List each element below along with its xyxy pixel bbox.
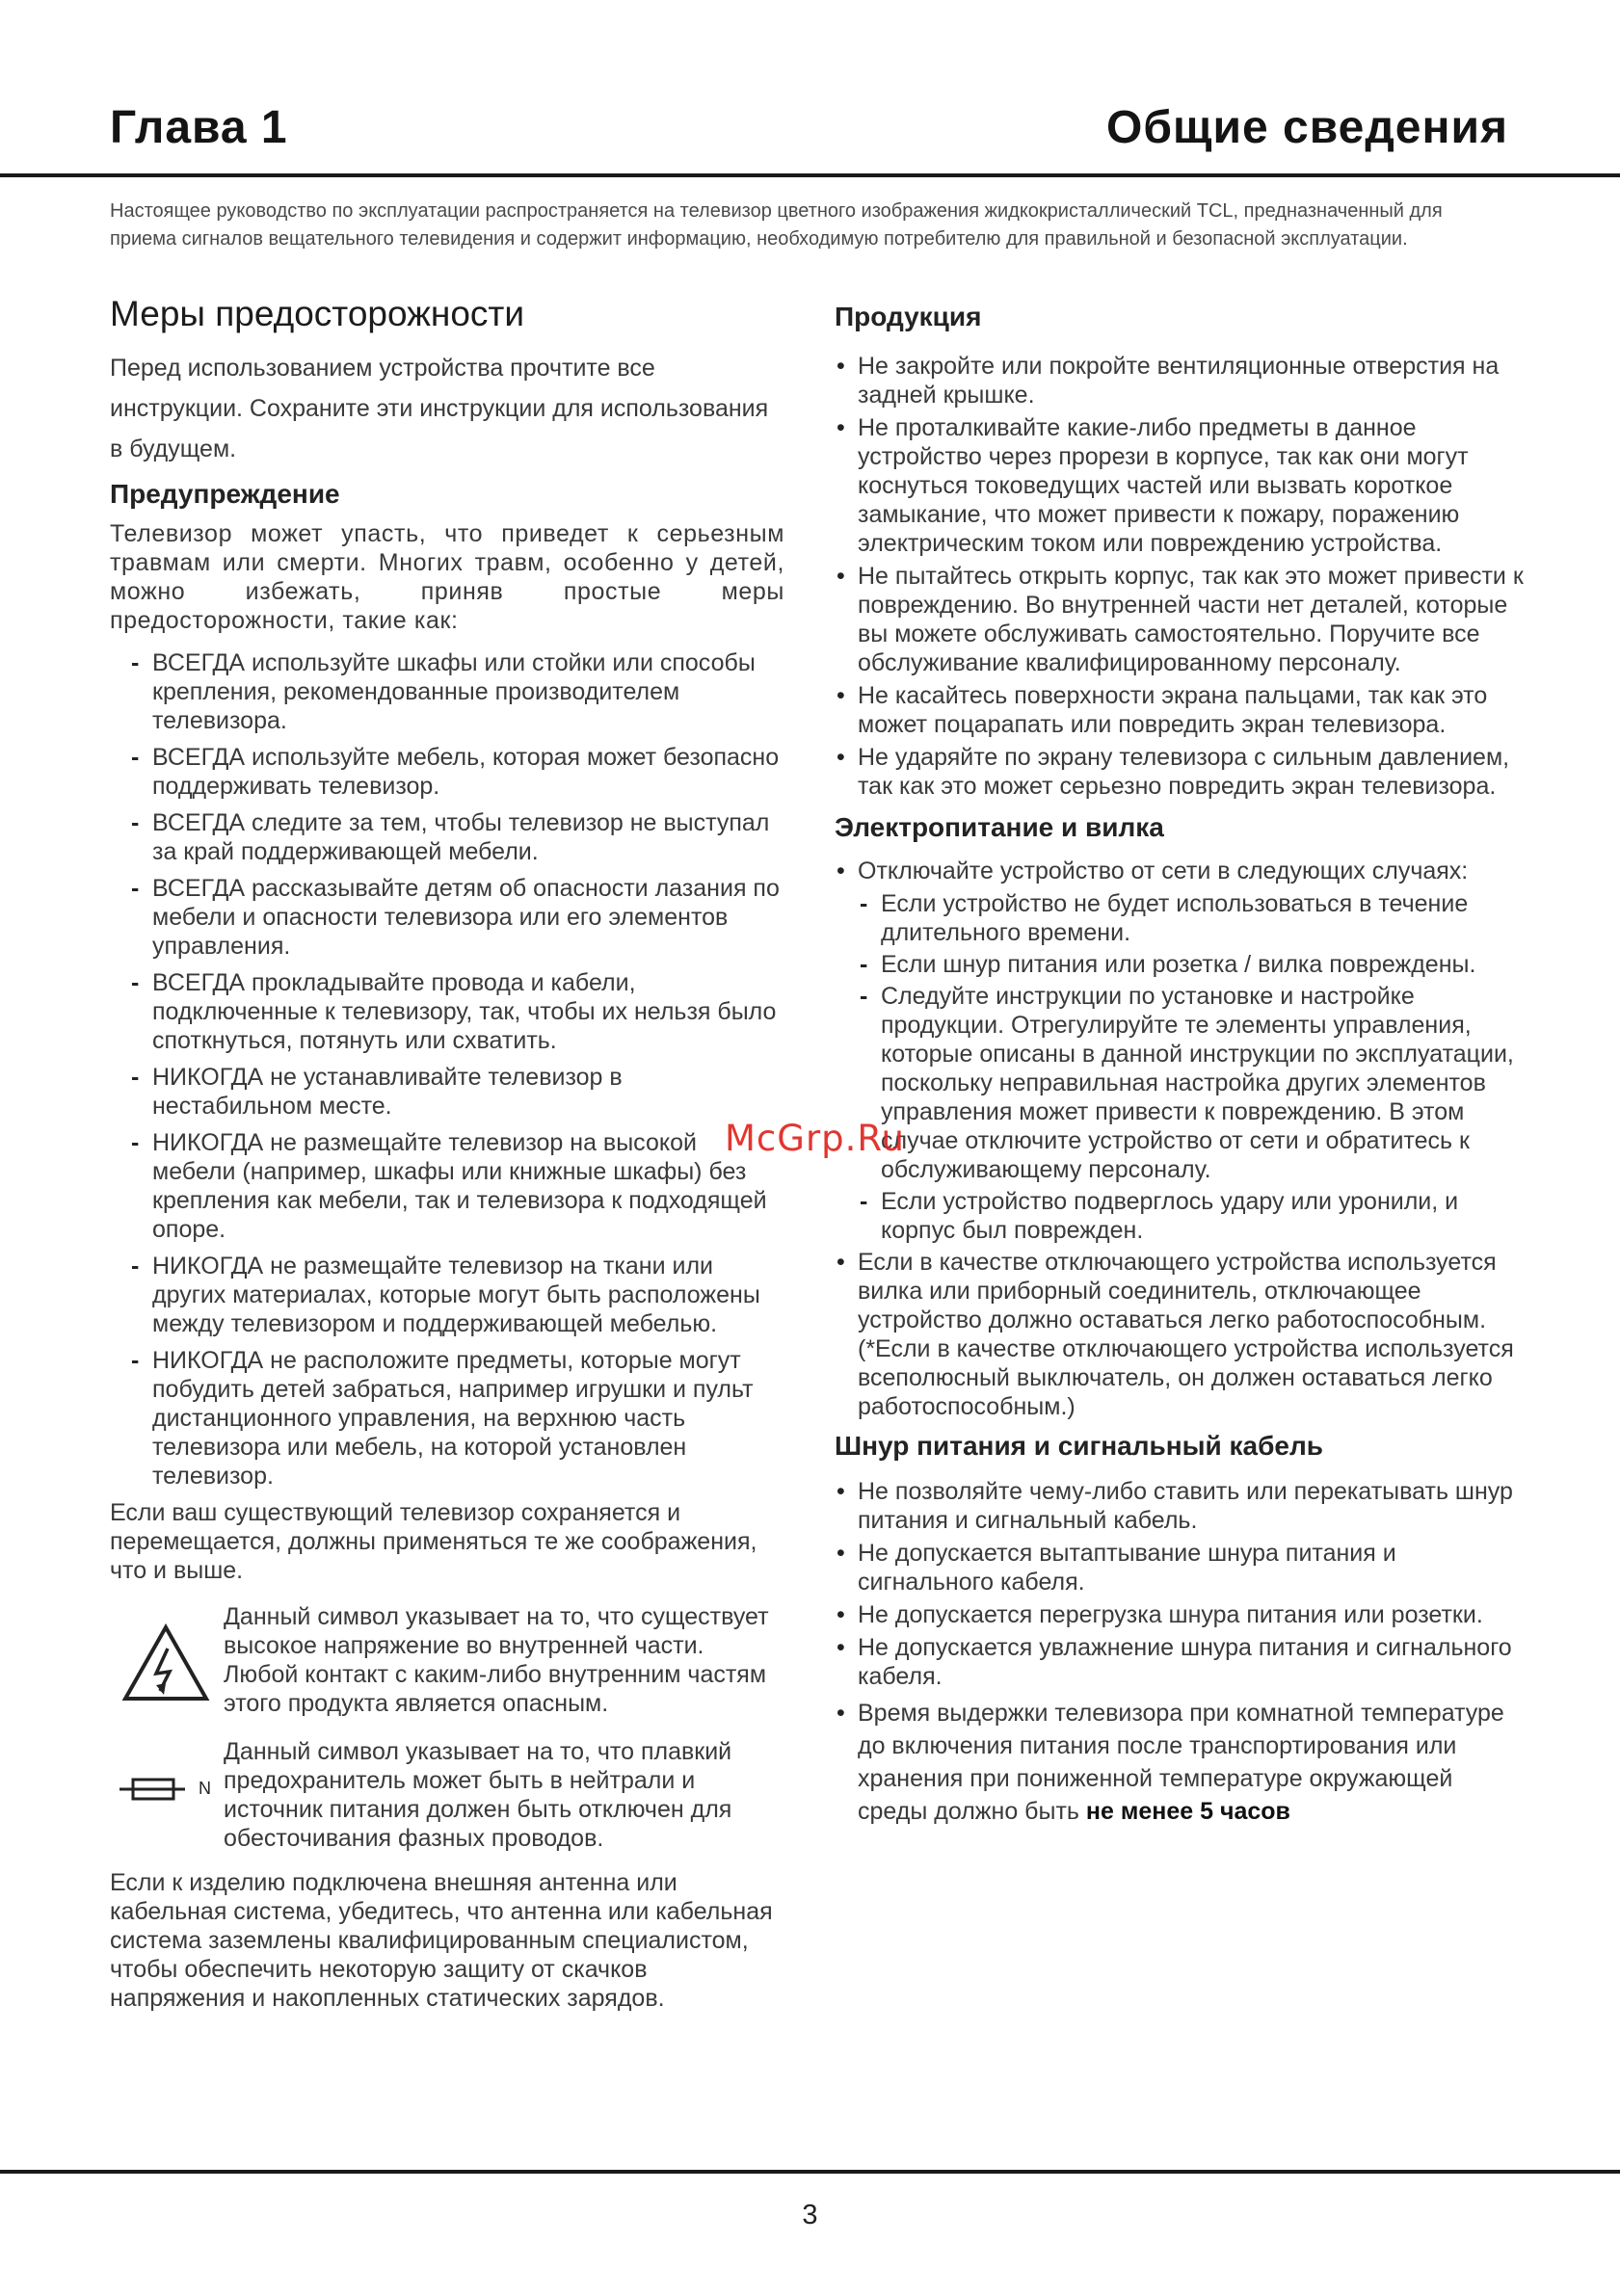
high-voltage-warning-icon: [121, 1623, 210, 1709]
warning-heading: Предупреждение: [110, 479, 340, 509]
intro-paragraph: Настоящее руководство по эксплуатации распространяется на телевизор цветного изображения жидкокристаллический TCL, предназначенный для приема сигналов вещательного телевидения и содержит информацию, необходимую потребителю для правильной и безопасной эксплуатации.: [110, 200, 1443, 250]
list-item: - НИКОГДА не размещайте телевизор на ткани или других материалах, которые могут быть расположены между телевизором и поддерживающей мебелью.: [131, 1253, 760, 1337]
list-item: • Если в качестве отключающего устройства используется вилка или приборный соединитель, отключающее устройство должно оставаться легко работоспособным. (*Если в качестве отключающего устройства используется всеполюсный выключатель, он должен оставаться легко работоспособным.): [835, 1248, 1524, 1421]
cord-heading: Шнур питания и сигнальный кабель: [835, 1431, 1323, 1461]
list-item: - ВСЕГДА используйте мебель, которая может безопасно поддерживать телевизор.: [131, 744, 780, 800]
precautions-lead: Перед использованием устройства прочтите все инструкции. Сохраните эти инструкции для использования в будущем.: [110, 355, 769, 462]
list-item: • Не закройте или покройте вентиляционные отверстия на задней крышке.: [837, 353, 1500, 409]
list-item: - Если устройство не будет использоваться в течение длительного времени.: [860, 890, 1469, 946]
fuse-icon: [120, 1770, 197, 1813]
fuse-text: Данный символ указывает на то, что плавкий предохранитель может быть в нейтрали и источник питания должен быть отключен для обесточивания фазных проводов.: [224, 1738, 732, 1852]
warning-list: [110, 648, 784, 1491]
cord-list: [835, 1477, 1524, 1828]
chapter-title: Общие сведения: [1106, 102, 1508, 153]
list-item: - ВСЕГДА используйте шкафы или стойки или способы крепления, рекомендованные производителем телевизора.: [131, 649, 756, 734]
list-item: • Не допускается перегрузка шнура питания или розетки.: [837, 1601, 1483, 1628]
chapter-label: Глава 1: [110, 102, 288, 153]
products-heading: Продукция: [835, 302, 982, 331]
left-column: [110, 294, 784, 2013]
power-note: (*Если в качестве отключающего устройства используется всеполюсный выключатель, он должен оставаться легко работоспособным.): [858, 1335, 1514, 1420]
fuse-symbol-block: [110, 1737, 784, 1853]
list-item: - НИКОГДА не расположите предметы, которые могут побудить детей забраться, например игрушки и пульт дистанционного управления, на верхнюю часть телевизора или мебель, на которой установлен телевизор.: [131, 1347, 754, 1490]
list-item: - Следуйте инструкции по установке и настройке продукции. Отрегулируйте те элементы управления, которые описаны в данной инструкции по эксплуатации, поскольку неправильная настройка других элементов управления может привести к повреждению. В этом случае отключите устройство от сети и обратитесь к обслуживающему персоналу.: [860, 983, 1514, 1183]
precautions-heading: Меры предосторожности: [110, 294, 525, 333]
high-voltage-symbol-block: [110, 1602, 784, 1718]
list-item: - ВСЕГДА прокладывайте провода и кабели, подключенные к телевизору, так, чтобы их нельзя было споткнуться, потянуть или схватить.: [131, 969, 777, 1054]
products-list: [835, 352, 1524, 801]
page-number: 3: [802, 2200, 818, 2230]
list-item: • Не ударяйте по экрану телевизора с сильным давлением, так как это может серьезно повредить экран телевизора.: [837, 744, 1510, 800]
page-header: [110, 101, 1508, 169]
existing-tv-text: Если ваш существующий телевизор сохраняется и перемещается, должны применяться те же соображения, что и выше.: [110, 1499, 757, 1584]
power-heading: Электропитание и вилка: [835, 812, 1164, 842]
list-item: - Если устройство подверглось удару или уронили, и корпус был поврежден.: [860, 1188, 1459, 1244]
neutral-label: N: [199, 1779, 211, 1798]
header-divider: [0, 173, 1620, 177]
list-item: • Не допускается вытаптывание шнура питания и сигнального кабеля.: [837, 1540, 1396, 1596]
warmup-time: не менее 5 часов: [1085, 1798, 1290, 1825]
power-list-2: [835, 1248, 1524, 1421]
list-item: - НИКОГДА не устанавливайте телевизор в нестабильном месте.: [131, 1064, 623, 1120]
list-item: - НИКОГДА не размещайте телевизор на высокой мебели (например, шкафы или книжные шкафы) без крепления как мебели, так и телевизора к подходящей опоре.: [131, 1129, 767, 1243]
list-item: • Время выдержки телевизора при комнатной температуре до включения питания после транспортирования или хранения при пониженной температуре окружающей среды должно быть не менее 5 часов: [837, 1700, 1504, 1825]
high-voltage-text: Данный символ указывает на то, что существует высокое напряжение во внутренней части. Любой контакт с каким-либо внутренним частям этого продукта является опасным.: [224, 1603, 769, 1717]
footer-divider: [0, 2170, 1620, 2174]
list-item: • Не пытайтесь открыть корпус, так как это может привести к повреждению. Во внутренней части нет деталей, которые вы можете обслуживать самостоятельно. Поручите все обслуживание квалифицированному персоналу.: [837, 563, 1524, 676]
right-column: [835, 294, 1524, 1832]
watermark: McGrp.Ru: [725, 1118, 905, 1159]
list-item: - Если шнур питания или розетка / вилка повреждены.: [860, 951, 1476, 978]
list-item: - ВСЕГДА рассказывайте детям об опасности лазания по мебели и опасности телевизора или его элементов управления.: [131, 875, 780, 960]
list-item: • Не допускается увлажнение шнура питания и сигнального кабеля.: [837, 1634, 1512, 1690]
list-item: • Не позволяйте чему-либо ставить или перекатывать шнур питания и сигнальный кабель.: [837, 1478, 1513, 1534]
list-item: • Отключайте устройство от сети в следующих случаях:: [837, 858, 1469, 884]
list-item: • Не касайтесь поверхности экрана пальцами, так как это может поцарапать или повредить экран телевизора.: [837, 682, 1488, 738]
antenna-text: Если к изделию подключена внешняя антенна или кабельная система, убедитесь, что антенна или кабельная система заземлены квалифицированным специалистом, чтобы обеспечить некоторую защиту от скачков напряжения и накопленных статических зарядов.: [110, 1869, 773, 2012]
list-item: • Не проталкивайте какие-либо предметы в данное устройство через прорези в корпусе, так как они могут коснуться токоведущих частей или вызвать короткое замыкание, что может привести к пожару, поражению электрическим током или повреждению устройства.: [837, 414, 1469, 557]
power-list: [835, 857, 1524, 885]
power-sublist: [835, 889, 1524, 1245]
list-item: - ВСЕГДА следите за тем, чтобы телевизор не выступал за край поддерживающей мебели.: [131, 809, 770, 865]
warning-text: Телевизор может упасть, что приведет к серьезным травмам или смерти. Многих травм, особенно у детей, можно избежать, приняв простые меры предосторожности, такие как:: [110, 520, 784, 634]
